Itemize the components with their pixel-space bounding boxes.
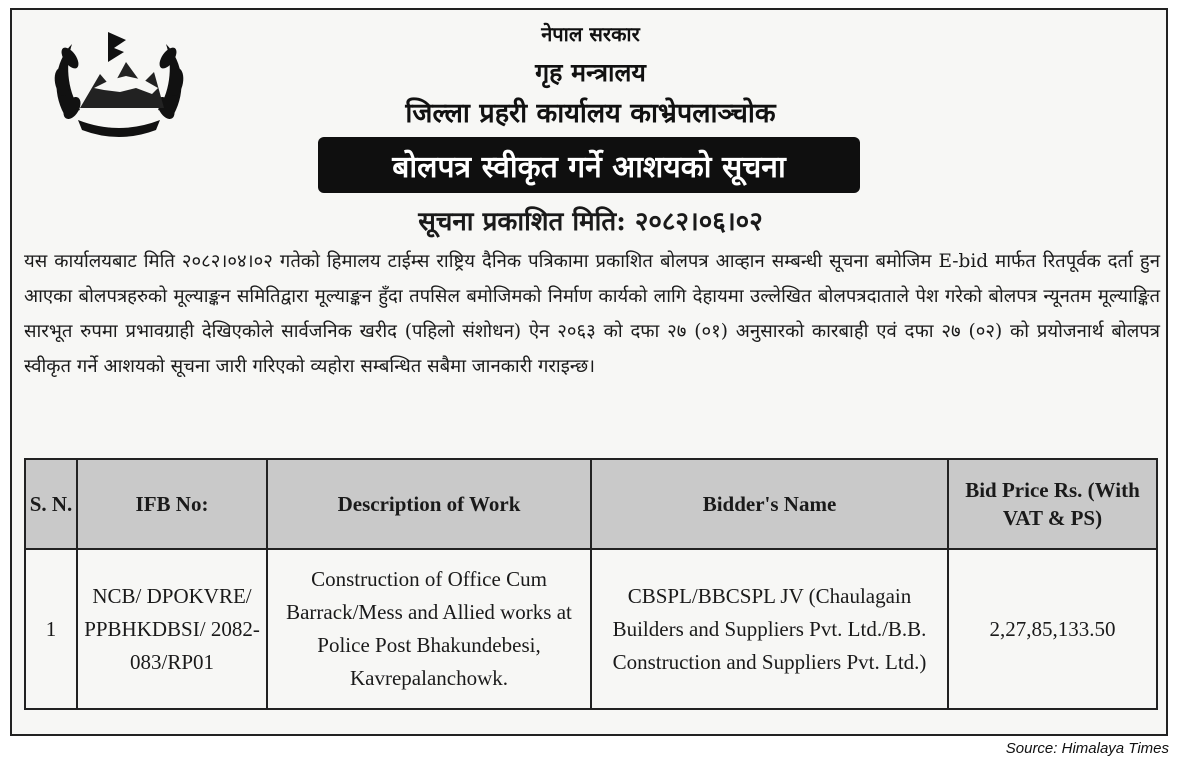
cell-bidder: CBSPL/BBCSPL JV (Chaulagain Builders and Suppliers Pvt. Ltd./B.B. Construction and Suppliers Pvt. Ltd.) bbox=[591, 549, 948, 709]
ministry-name: गृह मन्त्रालय bbox=[535, 58, 646, 87]
table-header-row bbox=[25, 459, 1157, 549]
cell-sn: 1 bbox=[25, 549, 77, 709]
cell-description: Construction of Office Cum Barrack/Mess and Allied works at Police Post Bhakundebesi, Kavrepalanchowk. bbox=[267, 549, 591, 709]
table-row bbox=[25, 549, 1157, 709]
notice-body-text: यस कार्यालयबाट मिति २०८२।०४।०२ गतेको हिमालय टाईम्स राष्ट्रिय दैनिक पत्रिकामा प्रकाशित बोलपत्र आव्हान सम्बन्धी सूचना बमोजिम E-bid मार्फत रितपूर्वक दर्ता हुन आएका बोलपत्रहरुको मूल्याङ्कन समितिद्वारा मूल्याङ्कन हुँदा तपसिल बमोजिमको निर्माण कार्यको लागि देहायमा उल्लेखित बोलपत्रदाताले पेश गरेको बोलपत्र न्यूनतम मूल्याङ्कित सारभूत रुपमा प्रभावग्राही देखिएकोले सार्वजनिक खरीद (पहिलो संशोधन) ऐन २०६३ को दफा २७ (०१) अनुसारको कारबाही एवं दफा २७ (०२) को प्रयोजनार्थ बोलपत्र स्वीकृत गर्ने आशयको सूचना जारी गरिएको व्यहोरा सम्बन्धित सबैमा जानकारी गराइन्छ। bbox=[24, 251, 1160, 377]
bid-table bbox=[24, 458, 1158, 710]
government-name: नेपाल सरकार bbox=[541, 22, 640, 46]
notice-title: बोलपत्र स्वीकृत गर्ने आशयको सूचना bbox=[392, 149, 786, 185]
header-sn: S. N. bbox=[25, 459, 77, 549]
header-ifb: IFB No: bbox=[77, 459, 267, 549]
cell-bid-price: 2,27,85,133.50 bbox=[948, 549, 1157, 709]
header-description: Description of Work bbox=[267, 459, 591, 549]
notice-title-banner bbox=[318, 137, 860, 193]
header-bidder: Bidder's Name bbox=[591, 459, 948, 549]
cell-ifb: NCB/ DPOKVRE/ PPBHKDBSI/ 2082-083/RP01 bbox=[77, 549, 267, 709]
notice-body bbox=[24, 244, 1160, 384]
source-credit: Source: Himalaya Times bbox=[1005, 740, 1169, 757]
office-name: जिल्ला प्रहरी कार्यालय काभ्रेपलाञ्चोक bbox=[405, 98, 776, 129]
publish-date: सूचना प्रकाशित मिति: २०८२।०६।०२ bbox=[418, 207, 763, 237]
header-bid-price: Bid Price Rs. (With VAT & PS) bbox=[948, 459, 1157, 549]
